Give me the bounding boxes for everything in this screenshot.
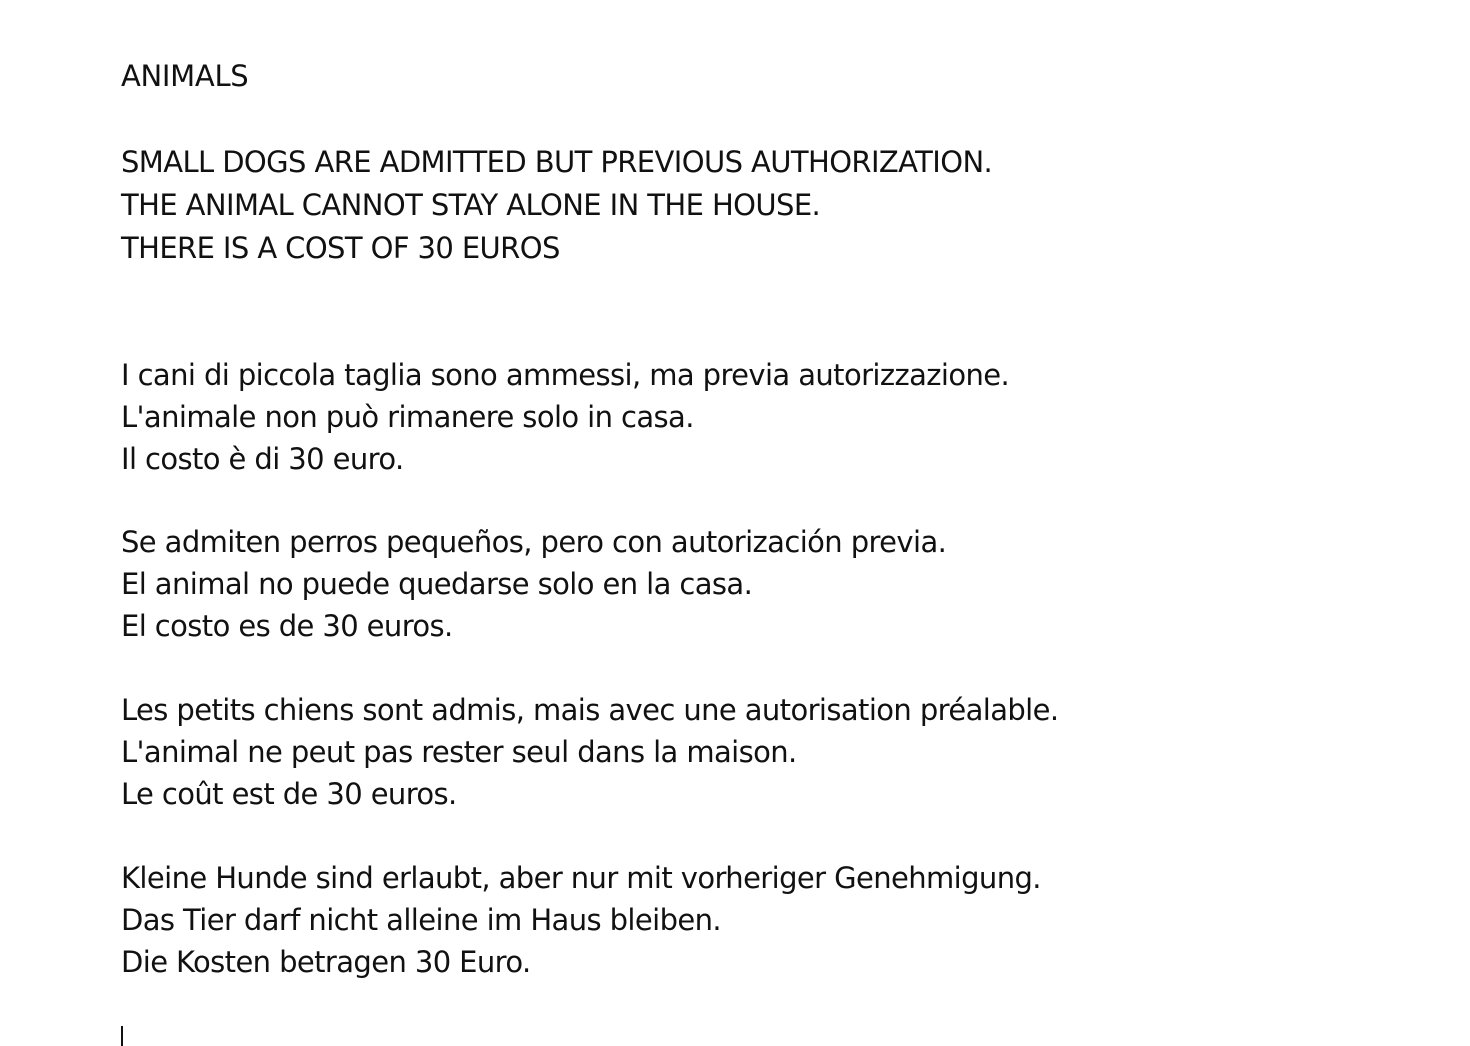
document-title: ANIMALS [121,59,249,93]
french-line-3: Le coût est de 30 euros. [121,777,457,811]
italian-line-3: Il costo è di 30 euro. [121,442,404,476]
paragraph-german[interactable] [121,857,1041,983]
paragraph-french[interactable] [121,689,1059,815]
spanish-line-2: El animal no puede quedarse solo en la casa. [121,567,753,601]
german-line-2: Das Tier darf nicht alleine im Haus bleiben. [121,903,722,937]
document-page[interactable] [121,0,1421,1046]
text-cursor [121,1026,123,1046]
paragraph-spanish[interactable] [121,521,946,647]
spanish-line-3: El costo es de 30 euros. [121,609,453,643]
italian-line-1: I cani di piccola taglia sono ammessi, ma previa autorizzazione. [121,358,1010,392]
english-line-1: SMALL DOGS ARE ADMITTED BUT PREVIOUS AUTHORIZATION. [121,145,993,179]
english-line-2: THE ANIMAL CANNOT STAY ALONE IN THE HOUSE. [121,188,821,222]
french-line-2: L'animal ne peut pas rester seul dans la maison. [121,735,797,769]
paragraph-italian[interactable] [121,354,1009,480]
spanish-line-1: Se admiten perros pequeños, pero con autorización previa. [121,525,947,559]
french-line-1: Les petits chiens sont admis, mais avec une autorisation préalable. [121,693,1059,727]
german-line-1: Kleine Hunde sind erlaubt, aber nur mit vorheriger Genehmigung. [121,861,1041,895]
italian-line-2: L'animale non può rimanere solo in casa. [121,400,694,434]
english-line-3: THERE IS A COST OF 30 EUROS [121,231,560,265]
paragraph-english[interactable] [121,141,992,270]
german-line-3: Die Kosten betragen 30 Euro. [121,945,531,979]
